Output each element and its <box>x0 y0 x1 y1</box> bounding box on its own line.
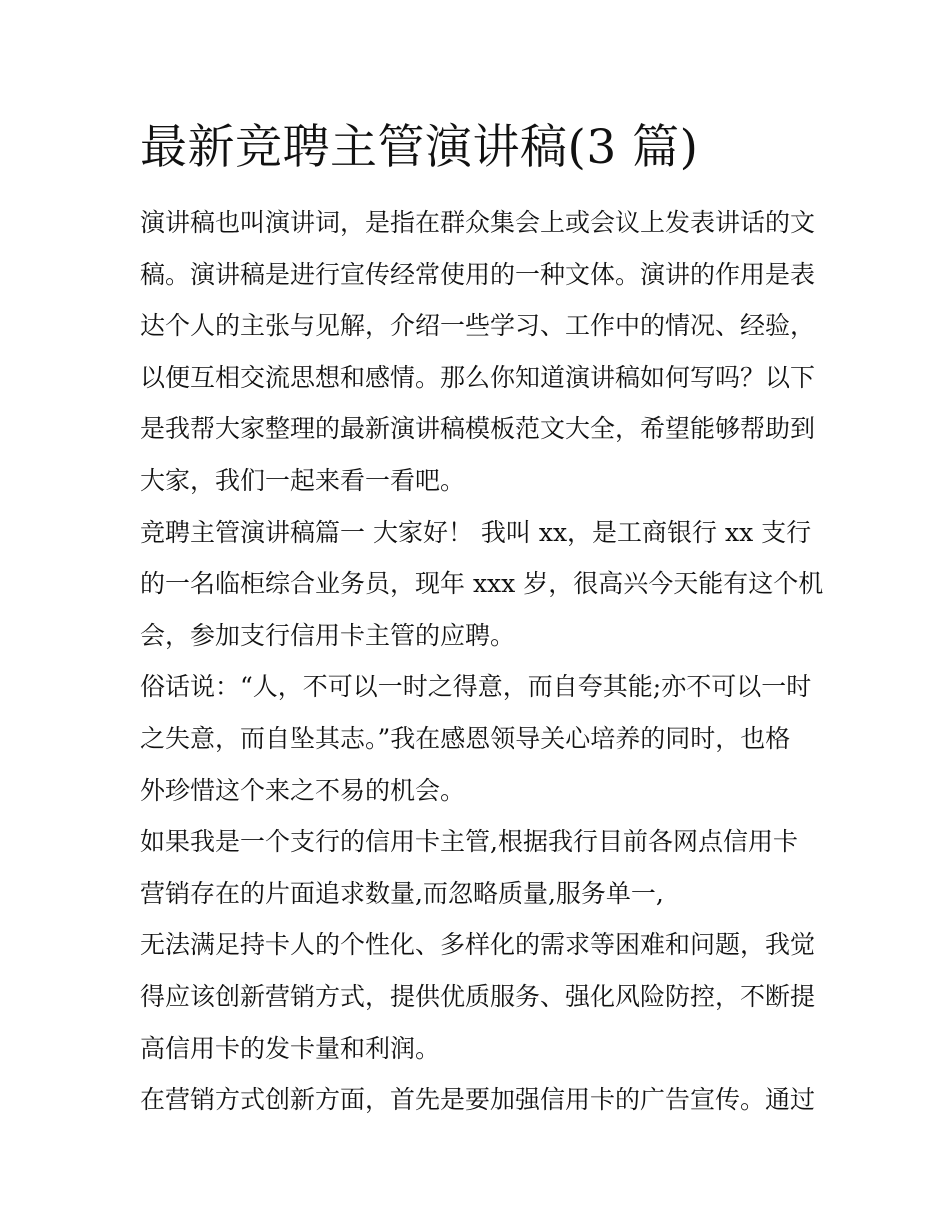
body-line: 在营销方式创新方面，首先是要加强信用卡的广告宣传。通过 <box>140 1085 816 1115</box>
body-line: 的一名临柜综合业务员，现年 xxx 岁，很高兴今天能有这个机 <box>140 569 824 599</box>
body-line: 俗话说：“人，不可以一时之得意，而自夸其能;亦不可以一时 <box>140 672 812 702</box>
document-title: 最新竞聘主管演讲稿(3 篇) <box>140 120 699 175</box>
body-line: 得应该创新营销方式，提供优质服务、强化风险防控，不断提 <box>140 981 816 1011</box>
body-line: 如果我是一个支行的信用卡主管,根据我行目前各网点信用卡 <box>140 827 798 857</box>
body-line: 稿。演讲稿是进行宣传经常使用的一种文体。演讲的作用是表 <box>140 259 816 289</box>
body-line: 以便互相交流思想和感情。那么你知道演讲稿如何写吗？以下 <box>140 362 816 392</box>
body-line: 之失意，而自坠其志。”我在感恩领导关心培养的同时，也格 <box>140 723 791 753</box>
body-line: 大家，我们一起来看一看吧。 <box>140 465 466 495</box>
body-line: 外珍惜这个来之不易的机会。 <box>140 775 466 805</box>
body-line: 达个人的主张与见解，介绍一些学习、工作中的情况、经验， <box>140 311 816 341</box>
body-line: 无法满足持卡人的个性化、多样化的需求等困难和问题，我觉 <box>140 930 816 960</box>
body-line: 营销存在的片面追求数量,而忽略质量,服务单一, <box>140 878 664 908</box>
document-body <box>140 197 830 1126</box>
body-line: 高信用卡的发卡量和利润。 <box>140 1033 441 1063</box>
body-line: 是我帮大家整理的最新演讲稿模板范文大全，希望能够帮助到 <box>140 414 816 444</box>
body-line: 会，参加支行信用卡主管的应聘。 <box>140 620 516 650</box>
body-line: 演讲稿也叫演讲词，是指在群众集会上或会议上发表讲话的文 <box>140 208 816 237</box>
body-line: 竞聘主管演讲稿篇一 大家好！ 我叫 xx，是工商银行 xx 支行 <box>140 517 812 547</box>
